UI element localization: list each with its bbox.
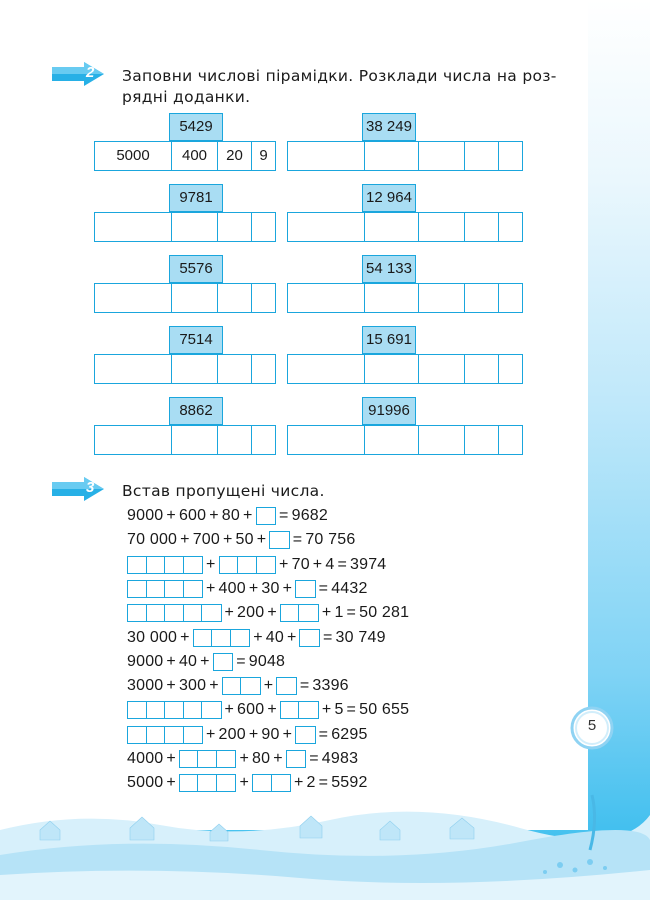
pyramid-cell[interactable] [252,355,275,383]
digit-box[interactable] [165,605,184,621]
equation-number: 300 [178,677,207,695]
equation-number: 4432 [331,579,368,597]
plus-sign: + [206,579,216,597]
equation-number: 600 [237,701,265,719]
pyramid-cell[interactable] [499,355,522,383]
number-pyramid [287,255,469,313]
equation-number: 50 655 [359,701,410,719]
plus-sign: + [206,555,216,573]
equation-number: 90 [261,725,280,743]
plus-sign: + [253,628,263,646]
equation-number: 9000 [127,652,164,670]
plus-sign: + [180,531,190,549]
task-arrow-icon [50,61,106,87]
digit-box[interactable] [202,605,221,621]
equation-number: 4 [325,555,335,573]
pyramid-cell[interactable] [288,142,365,170]
equation-number: 50 281 [359,604,410,622]
pyramid-cell[interactable]: 9 [259,147,268,164]
equation-number: 70 000 [127,531,178,549]
equation-row [127,529,355,551]
digit-box[interactable] [212,630,231,646]
number-pyramid [94,326,276,384]
plus-sign: + [286,628,297,646]
equation-number: 200 [237,604,265,622]
answer-blank[interactable] [179,750,237,768]
equation-row [127,602,409,624]
digit-box[interactable] [217,775,236,791]
digit-box[interactable] [299,702,318,718]
digit-box[interactable] [128,605,147,621]
plus-sign: + [294,774,304,792]
pyramid-cell[interactable] [252,213,275,241]
equals-sign: = [292,531,303,549]
digit-box[interactable] [165,727,184,743]
digit-box[interactable] [198,751,217,767]
equals-sign: = [318,725,329,743]
pyramid-top-number: 38 249 [362,113,416,141]
digit-box[interactable] [147,581,166,597]
pyramid-top-number: 5576 [169,255,223,283]
equation-row [127,627,386,649]
pyramid-cell[interactable] [172,213,218,241]
answer-blank[interactable] [222,677,261,695]
pyramid-digit-row [287,141,523,171]
answer-blank[interactable] [280,604,319,622]
pyramid-top-number: 9781 [169,184,223,212]
right-gradient-band [588,0,650,900]
pyramid-cell[interactable] [499,213,522,241]
pyramid-top-number: 5429 [169,113,223,141]
task-arrow-icon [50,476,106,502]
number-pyramid [287,113,469,171]
equation-number: 30 749 [335,628,386,646]
plus-sign: + [206,725,216,743]
equation-number: 30 [261,579,280,597]
equation-number: 5000 [127,774,164,792]
pyramid-cell[interactable] [218,213,252,241]
answer-blank[interactable] [127,726,203,744]
pyramid-cell[interactable] [172,426,218,454]
equation-number: 9000 [127,507,164,524]
pyramid-digit-row [287,425,523,455]
pyramid-cell[interactable] [365,284,419,312]
digit-box[interactable] [128,557,147,573]
plus-sign: + [279,555,289,573]
digit-box[interactable] [272,775,291,791]
task-number: 3 [86,479,95,496]
pyramid-cell[interactable] [95,426,172,454]
equals-sign: = [236,652,246,670]
pyramid-top-number: 54 133 [362,255,416,283]
pyramid-digit-row [94,354,276,384]
task-instruction-cont: рядні доданки. [122,88,251,106]
equation-row [127,554,386,576]
plus-sign: + [166,750,176,767]
digit-box[interactable] [194,630,213,646]
plus-sign: + [282,579,293,597]
equation-number: 40 [178,652,198,670]
equals-sign: = [299,677,310,695]
digit-box[interactable] [281,605,300,621]
pyramid-digit-row [94,212,276,242]
pyramid-cell[interactable] [465,426,499,454]
digit-box[interactable] [238,557,257,573]
task-instruction: Встав пропущені числа. [122,482,325,500]
answer-blank[interactable] [127,701,222,719]
plus-sign: + [267,701,277,719]
pyramid-cell[interactable] [172,355,218,383]
digit-box[interactable] [128,727,147,743]
digit-box[interactable] [231,630,250,646]
digit-box[interactable] [287,751,306,767]
plus-sign: + [166,652,176,670]
digit-box[interactable] [128,581,147,597]
equation-number: 400 [218,579,246,597]
digit-box[interactable] [184,727,203,743]
pyramid-cell[interactable] [95,284,172,312]
pyramid-digit-row [287,283,523,313]
pyramid-digit-row [94,283,276,313]
number-pyramid [287,326,469,384]
digit-box[interactable] [241,678,260,694]
pyramid-cell[interactable] [419,213,465,241]
answer-blank[interactable] [295,726,316,744]
answer-blank[interactable] [269,531,290,549]
answer-blank[interactable] [213,653,234,671]
plus-sign: + [239,774,249,792]
digit-box[interactable] [296,581,315,597]
pyramid-cell[interactable] [365,355,419,383]
pyramid-digit-row [94,425,276,455]
equals-sign: = [309,750,319,767]
plus-sign: + [166,507,176,524]
equation-row [127,772,368,794]
equation-row [127,748,358,770]
plus-sign: + [200,652,210,670]
equation-number: 9682 [291,507,328,524]
digit-box[interactable] [277,678,296,694]
equation-row [127,675,349,697]
digit-box[interactable] [281,702,300,718]
number-pyramid [94,255,276,313]
answer-blank[interactable] [256,507,277,525]
pyramid-cell[interactable] [288,355,365,383]
digit-box[interactable] [214,654,233,670]
plus-sign: + [224,701,235,719]
equation-number: 1 [334,604,344,622]
plus-sign: + [166,774,176,792]
plus-sign: + [248,725,259,743]
digit-box[interactable] [147,557,166,573]
digit-box[interactable] [184,702,203,718]
plus-sign: + [166,677,176,695]
equation-number: 2 [306,774,316,792]
pyramid-cell[interactable] [499,426,522,454]
digit-box[interactable] [147,727,166,743]
plus-sign: + [239,750,249,767]
plus-sign: + [263,677,274,695]
plus-sign: + [243,507,253,524]
plus-sign: + [222,531,233,549]
equals-sign: = [318,774,329,792]
answer-blank[interactable] [127,556,203,574]
number-pyramid [94,113,276,171]
equation-number: 700 [192,531,220,549]
equation-number: 30 000 [127,628,178,646]
digit-box[interactable] [165,581,184,597]
number-pyramid [94,184,276,242]
equation-number: 9048 [248,652,286,670]
answer-blank[interactable] [127,580,203,598]
digit-box[interactable] [198,775,217,791]
pyramid-cell[interactable] [218,355,252,383]
pyramid-cell[interactable] [288,426,365,454]
plus-sign: + [321,604,332,622]
equation-number: 600 [178,507,207,524]
digit-box[interactable] [257,557,276,573]
answer-blank[interactable] [276,677,297,695]
digit-box[interactable] [202,702,221,718]
pyramid-cell[interactable] [252,284,275,312]
pyramid-cell[interactable] [499,142,522,170]
answer-blank[interactable] [179,774,237,792]
equation-number: 80 [221,507,240,524]
plus-sign: + [180,628,190,646]
equation-number: 6295 [331,725,368,743]
plus-sign: + [267,604,277,622]
digit-box[interactable] [253,775,272,791]
answer-blank[interactable] [252,774,291,792]
pyramid-cell[interactable] [465,355,499,383]
plus-sign: + [224,604,235,622]
pyramid-cell[interactable] [218,426,252,454]
digit-box[interactable] [270,532,289,548]
equation-number: 4000 [127,750,164,767]
pyramid-cell[interactable] [288,213,365,241]
equation-row [127,699,409,721]
pyramid-cell[interactable] [365,426,419,454]
answer-blank[interactable] [193,629,251,647]
equation-number: 3974 [350,555,387,573]
equals-sign: = [279,507,289,524]
pyramid-cell[interactable] [419,142,465,170]
equation-number: 3000 [127,677,164,695]
answer-blank[interactable] [299,629,320,647]
answer-blank[interactable] [219,556,277,574]
pyramid-cell[interactable] [95,355,172,383]
digit-box[interactable] [165,702,184,718]
digit-box[interactable] [296,727,315,743]
pyramid-cell[interactable] [95,213,172,241]
pyramid-top-number: 12 964 [362,184,416,212]
pyramid-digit-row [287,354,523,384]
digit-box[interactable] [184,581,203,597]
pyramid-top-number: 8862 [169,397,223,425]
pyramid-cell[interactable] [419,426,465,454]
plus-sign: + [256,531,267,549]
pyramid-cell[interactable] [252,426,275,454]
pyramid-cell[interactable] [218,284,252,312]
pyramid-cell[interactable] [499,284,522,312]
number-pyramid [287,397,469,455]
pyramid-cell[interactable] [365,142,419,170]
digit-box[interactable] [184,605,203,621]
plus-sign: + [248,579,259,597]
equation-number: 40 [265,628,284,646]
equation-number: 80 [252,750,271,767]
digit-box[interactable] [147,702,166,718]
pyramid-cell[interactable] [465,284,499,312]
pyramid-cell[interactable] [465,213,499,241]
equation-row [127,724,368,746]
equals-sign: = [318,579,329,597]
pyramid-top-number: 15 691 [362,326,416,354]
pyramid-cell[interactable]: 400 [172,142,218,170]
equation-number: 50 [235,531,254,549]
answer-blank[interactable] [280,701,319,719]
pyramid-cell[interactable] [419,284,465,312]
number-pyramid [287,184,469,242]
equals-sign: = [346,604,357,622]
number-pyramid [94,397,276,455]
plus-sign: + [312,555,323,573]
pyramid-cell[interactable]: 5000 [95,142,172,170]
task-number: 2 [86,64,95,81]
plus-sign: + [209,677,219,695]
digit-box[interactable] [257,508,276,524]
equation-number: 200 [218,725,246,743]
equation-number: 5592 [331,774,368,792]
digit-box[interactable] [184,557,203,573]
equation-row [127,651,285,673]
digit-box[interactable] [217,751,236,767]
pyramid-cell[interactable] [465,142,499,170]
pyramid-cell[interactable]: 20 [218,142,252,170]
digit-box[interactable] [180,751,199,767]
pyramid-top-number: 91996 [362,397,416,425]
digit-box[interactable] [180,775,199,791]
plus-sign: + [321,701,332,719]
pyramid-cell[interactable] [288,284,365,312]
digit-box[interactable] [128,702,147,718]
equals-sign: = [346,701,357,719]
digit-box[interactable] [299,605,318,621]
answer-blank[interactable] [295,580,316,598]
digit-box[interactable] [165,557,184,573]
pyramid-cell[interactable] [172,284,218,312]
plus-sign: + [209,507,219,524]
answer-blank[interactable] [286,750,307,768]
equation-number: 5 [334,701,344,719]
pyramid-cell[interactable] [365,213,419,241]
pyramid-top-number: 7514 [169,326,223,354]
equation-number: 70 756 [305,531,356,549]
plus-sign: + [282,725,293,743]
equation-row [127,505,328,527]
digit-box[interactable] [147,605,166,621]
pyramid-digit-row [287,212,523,242]
digit-box[interactable] [220,557,239,573]
digit-box[interactable] [223,678,242,694]
plus-sign: + [273,750,283,767]
task-instruction: Заповни числові пірамідки. Розклади числа на роз- [122,67,557,85]
pyramid-cell[interactable] [419,355,465,383]
equation-number: 3396 [312,677,349,695]
equals-sign: = [322,628,333,646]
pyramid-digit-row [94,141,276,171]
digit-box[interactable] [300,630,319,646]
equation-number: 70 [291,555,310,573]
equation-number: 4983 [321,750,359,767]
equation-row [127,578,368,600]
answer-blank[interactable] [127,604,222,622]
page-number: 5 [587,717,597,734]
equals-sign: = [337,555,347,573]
